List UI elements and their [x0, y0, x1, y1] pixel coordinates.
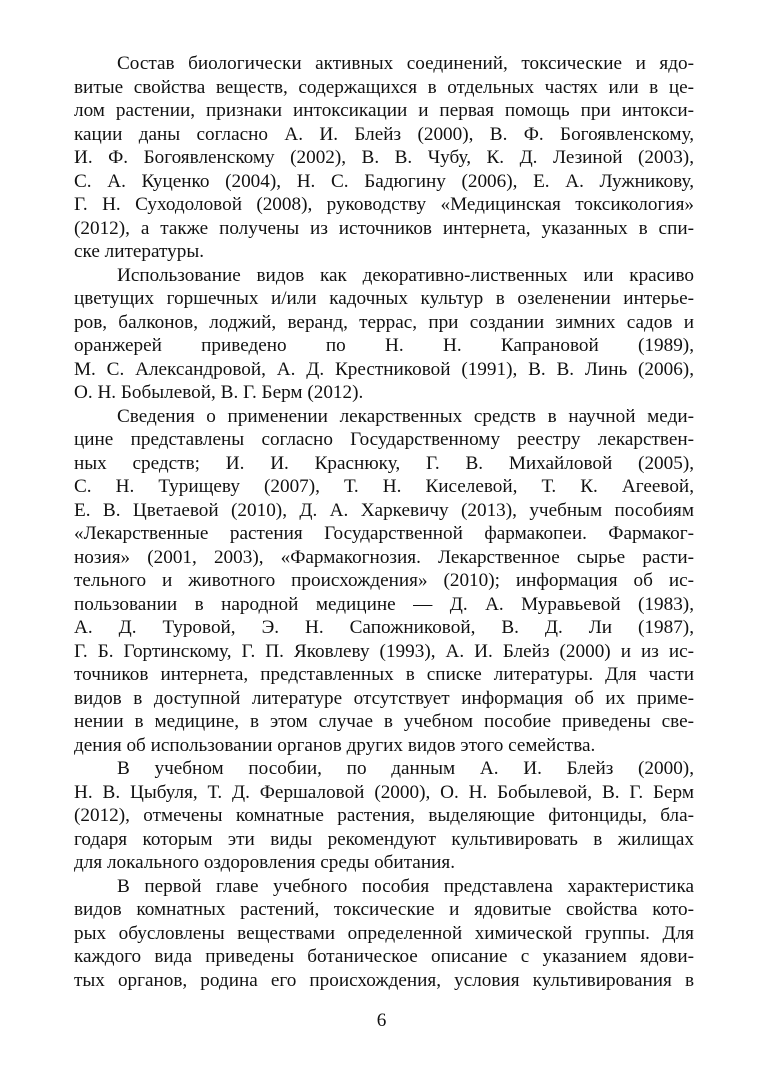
text-line: С. А. Куценко (2004), Н. С. Бадюгину (2006), Е. А. Лужникову, [74, 170, 694, 192]
text-line: ных средств; И. И. Краснюку, Г. В. Михайловой (2005), [74, 452, 694, 474]
paragraph-5 [74, 875, 694, 993]
text-line: С. Н. Турищеву (2007), Т. Н. Киселевой, Т. К. Агеевой, [74, 476, 694, 497]
paragraph-3 [74, 405, 694, 758]
text-line: В первой главе учебного пособия представлена характеристика [117, 875, 694, 897]
text-line: цине представлены согласно Государственному реестру лекарствен- [74, 429, 694, 450]
text-line: И. Ф. Богоявленскому (2002), В. В. Чубу, К. Д. Лезиной (2003), [74, 147, 694, 168]
text-line: пользовании в народной медицине — Д. А. Муравьевой (1983), [74, 593, 694, 615]
text-line: тых органов, родина его происхождения, условия культивирования в [74, 969, 694, 991]
paragraph-4 [74, 757, 694, 875]
text-line: (2012), отмечены комнатные растения, выделяющие фитонциды, бла- [74, 805, 694, 826]
text-line: ске литературы. [74, 241, 205, 262]
text-line: лом растении, признаки интоксикации и первая помощь при интокси- [74, 100, 694, 121]
text-line: О. Н. Бобылевой, В. Г. Берм (2012). [74, 382, 364, 403]
text-line: для локального оздоровления среды обитания. [74, 852, 455, 873]
text-line: Н. В. Цыбуля, Т. Д. Фершаловой (2000), О. Н. Бобылевой, В. Г. Берм [74, 781, 694, 803]
text-line: В учебном пособии, по данным А. И. Блейз (2000), [117, 758, 694, 779]
text-line: «Лекарственные растения Государственной фармакопеи. Фармаког- [74, 523, 694, 544]
text-line: (2012), а также получены из источников интернета, указанных в спи- [74, 217, 694, 239]
text-line: Использование видов как декоративно-лиственных или красиво [117, 264, 694, 286]
text-line: каждого вида приведены ботаническое описание с указанием ядови- [74, 946, 694, 967]
text-line: М. С. Александровой, А. Д. Крестниковой (1991), В. В. Линь (2006), [74, 358, 694, 380]
text-line: рых обусловлены веществами определенной химической группы. Для [74, 922, 694, 944]
text-line: А. Д. Туровой, Э. Н. Сапожниковой, В. Д. Ли (1987), [74, 617, 694, 638]
text-line: тельного и животного происхождения» (2010); информация об ис- [74, 570, 694, 591]
text-line: кации даны согласно А. И. Блейз (2000), В. Ф. Богоявленскому, [74, 123, 694, 145]
text-line: Сведения о применении лекарственных средств в научной меди- [117, 405, 694, 427]
text-line: Е. В. Цветаевой (2010), Д. А. Харкевичу (2013), учебным пособиям [74, 499, 694, 521]
text-line: нении в медицине, в этом случае в учебном пособие приведены све- [74, 711, 694, 732]
text-line: ров, балконов, лоджий, веранд, террас, при создании зимних садов и [74, 311, 694, 333]
paragraph-2 [74, 264, 694, 405]
text-line: точников интернета, представленных в списке литературы. Для части [74, 664, 694, 685]
paragraph-1 [74, 52, 694, 264]
text-line: нозия» (2001, 2003), «Фармакогнозия. Лекарственное сырье расти- [74, 546, 694, 568]
page-number: 6 [376, 1010, 387, 1031]
document-page [74, 52, 694, 992]
text-line: дения об использовании органов других видов этого семейства. [74, 734, 596, 756]
text-line: витые свойства веществ, содержащихся в отдельных частях или в це- [74, 76, 694, 98]
text-line: оранжерей приведено по Н. Н. Капрановой (1989), [74, 335, 694, 356]
text-line: видов в доступной литературе отсутствует информация об их приме- [74, 687, 694, 709]
text-line: Г. Б. Гортинскому, Г. П. Яковлеву (1993), А. И. Блейз (2000) и из ис- [74, 640, 694, 662]
text-line: Г. Н. Суходоловой (2008), руководству «Медицинская токсикология» [74, 194, 694, 215]
text-line: Состав биологически активных соединений, токсические и ядо- [117, 53, 694, 74]
text-line: годаря которым эти виды рекомендуют культивировать в жилищах [74, 828, 694, 850]
text-line: видов комнатных растений, токсические и ядовитые свойства кото- [74, 899, 694, 920]
text-line: цветущих горшечных и/или кадочных культур в озеленении интерье- [74, 288, 694, 309]
